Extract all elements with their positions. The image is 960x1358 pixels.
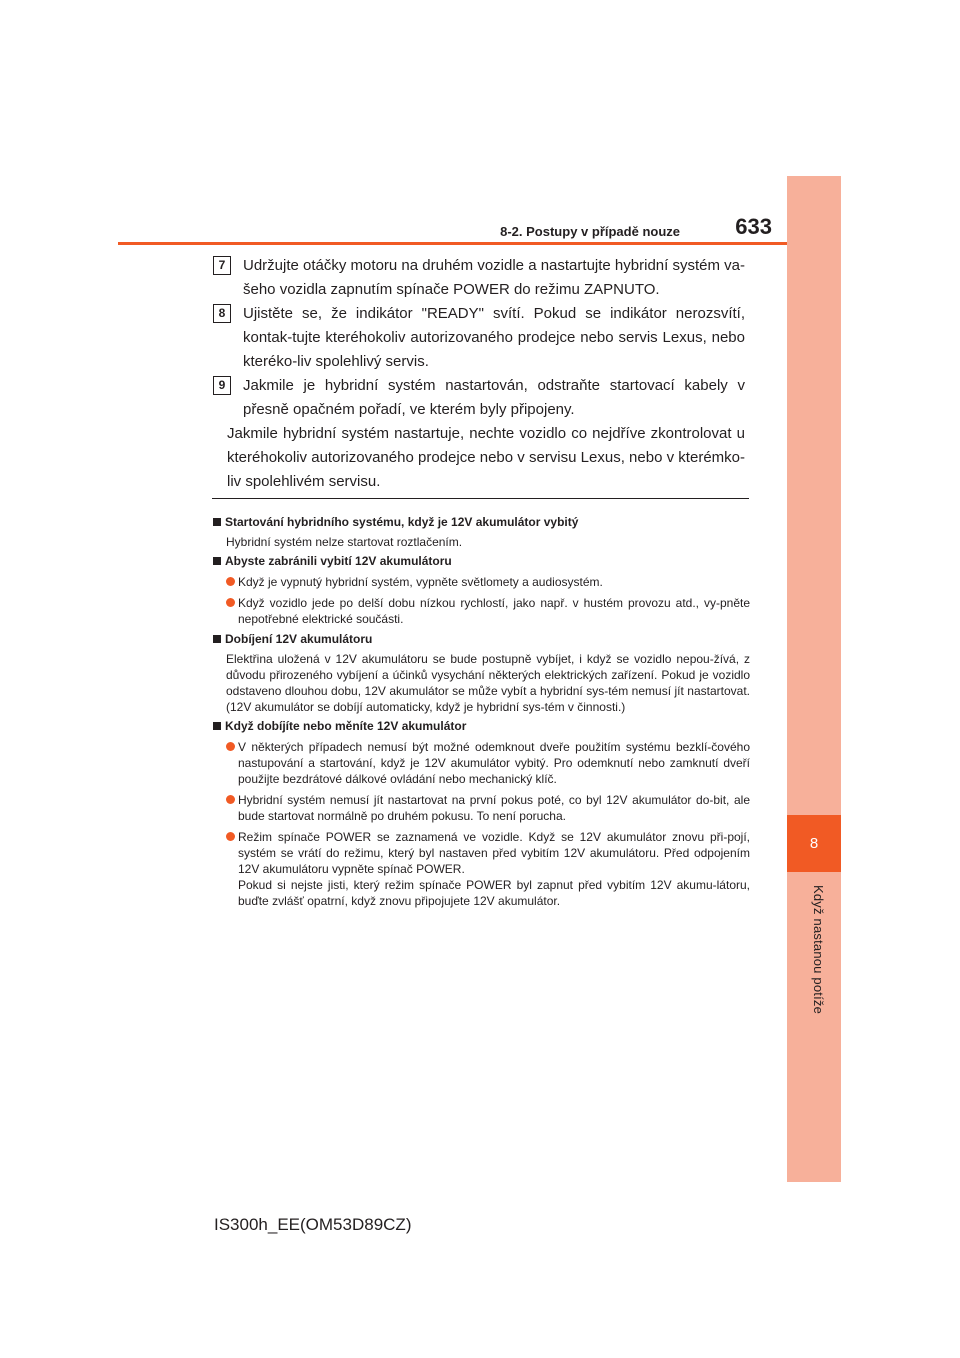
- note-vybiti: [213, 553, 750, 627]
- square-bullet-icon: [213, 518, 221, 526]
- list-item: Když je vypnutý hybridní systém, vypněte světlomety a audiosystém.: [226, 574, 750, 590]
- step-number-badge: 9: [213, 376, 231, 395]
- note-dobijeni: [213, 631, 750, 715]
- round-bullet-icon: [226, 742, 235, 751]
- document-code: IS300h_EE(OM53D89CZ): [214, 1215, 412, 1234]
- step-8: [213, 302, 745, 374]
- closing-paragraph: Jakmile hybridní systém nastartuje, nechte vozidlo co nejdříve zkontrolovat u kteréhokoliv autorizovaného prodejce nebo v servisu Lexus, nebo v kterémko-liv spolehlivém servisu.: [227, 425, 745, 490]
- note-startovani: [213, 514, 750, 550]
- note-title: Abyste zabránili vybití 12V akumulátoru: [213, 553, 750, 569]
- step-9: [213, 374, 745, 422]
- round-bullet-icon: [226, 598, 235, 607]
- step-text: Udržujte otáčky motoru na druhém vozidle a nastartujte hybridní systém va-šeho vozidla zapnutím spínače POWER do režimu ZAPNUTO.: [243, 257, 745, 298]
- note-body: Hybridní systém nelze startovat roztlačením.: [226, 535, 463, 549]
- side-band: [787, 176, 841, 1182]
- square-bullet-icon: [213, 635, 221, 643]
- round-bullet-icon: [226, 795, 235, 804]
- header-rule: [118, 242, 787, 245]
- notes-section: [213, 511, 750, 913]
- list-item: Režim spínače POWER se zaznamená ve vozidle. Když se 12V akumulátor znovu při-pojí, systém se vrátí do režimu, který byl nastaven před vybitím 12V akumulátoru. Před odpojením 12V akumulátoru vypněte spínač POWER. Pokud si nejste jisti, který režim spínače POWER byl zapnut před vybitím 12V akumu-látoru, buďte zvlášť opatrní, když znovu připojujete 12V akumulátor.: [226, 829, 750, 909]
- note-title: Když dobíjíte nebo měníte 12V akumulátor: [213, 718, 750, 734]
- note-body: Elektřina uložená v 12V akumulátoru se bude postupně vybíjet, i když se vozidlo nepou-žívá, z důvodu přirozeného vybíjení a účinků vysychání některých elektrických zařízení. Pokud je vozidlo odstaveno dlouhou dobu, 12V akumulátor se může vybít a hybridní sys-tém nemusí jít nastartovat. (12V akumulátor se dobíjí automaticky, když je hybridní sys-tém v činnosti.): [226, 652, 750, 714]
- round-bullet-icon: [226, 832, 235, 841]
- note-dobijeni-menite: [213, 718, 750, 909]
- step-number-badge: 8: [213, 304, 231, 323]
- list-item: Když vozidlo jede po delší dobu nízkou rychlostí, jako např. v hustém provozu atd., vy-pněte nepotřebné elektrické součásti.: [226, 595, 750, 627]
- list-item: V některých případech nemusí být možné odemknout dveře použitím systému bezklí-čového nastupování a startování, když je 12V akumulátor vybitý. Pro odemknutí nebo zamknutí dveří použijte bezdrátové dálkové ovládání nebo mechanický klíč.: [226, 739, 750, 787]
- note-title: Dobíjení 12V akumulátoru: [213, 631, 750, 647]
- note-title: Startování hybridního systému, když je 12V akumulátor vybitý: [213, 514, 750, 530]
- step-number-badge: 7: [213, 256, 231, 275]
- section-divider: [212, 498, 749, 499]
- list-item: Hybridní systém nemusí jít nastartovat na první pokus poté, co byl 12V akumulátor do-bit, ale bude startovat normálně po druhém pokusu. To není porucha.: [226, 792, 750, 824]
- page-number: 633: [735, 214, 772, 239]
- round-bullet-icon: [226, 577, 235, 586]
- section-title: 8-2. Postupy v případě nouze: [500, 224, 680, 239]
- step-7: [213, 254, 745, 302]
- chapter-number-tab: 8: [787, 815, 841, 872]
- square-bullet-icon: [213, 557, 221, 565]
- step-text: Ujistěte se, že indikátor "READY" svítí. Pokud se indikátor nerozsvítí, kontak-tujte kteréhokoliv autorizovaného prodejce nebo servis Lexus, nebo kteréko-liv spolehlivý servis.: [243, 305, 745, 370]
- step-text: Jakmile je hybridní systém nastartován, odstraňte startovací kabely v přesně opačném pořadí, ve kterém byly připojeny.: [243, 377, 745, 418]
- square-bullet-icon: [213, 722, 221, 730]
- chapter-title: Když nastanou potíže: [811, 885, 826, 1015]
